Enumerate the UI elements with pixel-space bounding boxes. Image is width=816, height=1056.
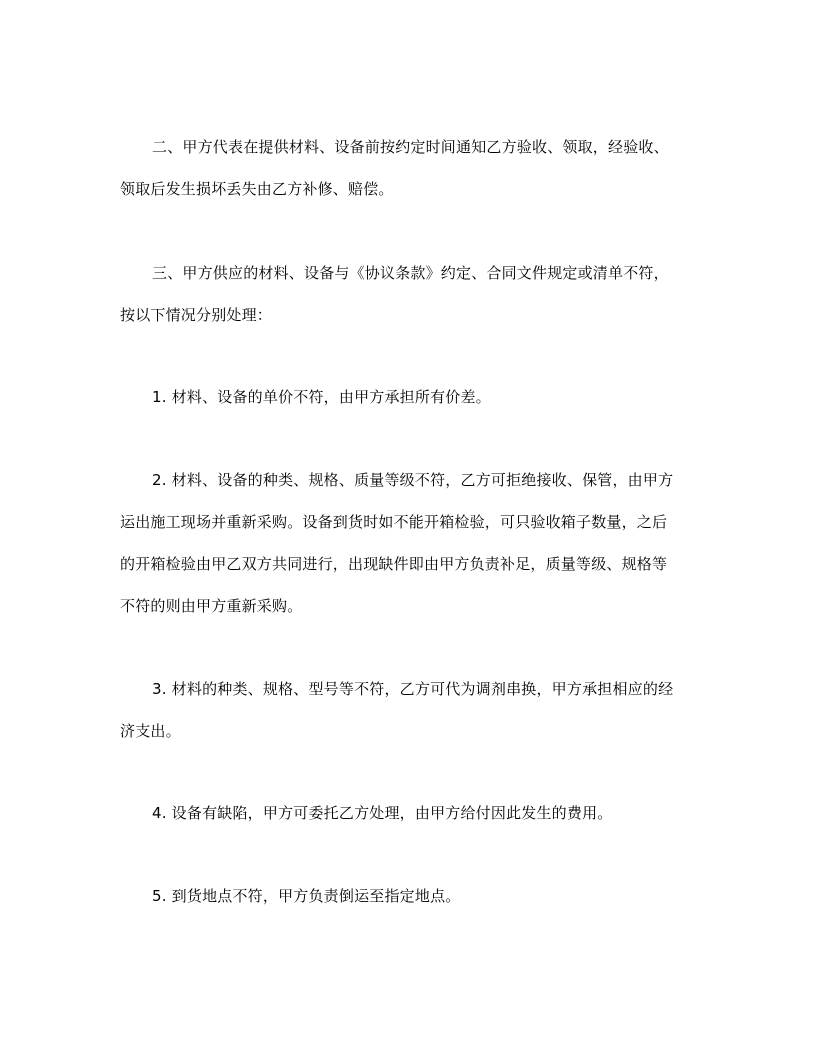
item-1-line-1: 1. 材料、设备的单价不符，由甲方承担所有价差。 xyxy=(152,388,491,406)
item-2-line-3: 的开箱检验由甲乙双方共同进行，出现缺件即由甲方负责补足，质量等级、规格等 xyxy=(120,555,668,573)
paragraph-1-line-1: 二、甲方代表在提供材料、设备前按约定时间通知乙方验收、领取，经验收、 xyxy=(152,138,669,156)
item-3-line-2: 济支出。 xyxy=(120,722,181,740)
paragraph-1-line-2: 领取后发生损坏丢失由乙方补修、赔偿。 xyxy=(120,180,394,198)
item-2-line-2: 运出施工现场并重新采购。设备到货时如不能开箱检验，可只验收箱子数量，之后 xyxy=(120,513,668,531)
item-2-line-4: 不符的则由甲方重新采购。 xyxy=(120,597,303,615)
item-2-line-1: 2. 材料、设备的种类、规格、质量等级不符，乙方可拒绝接收、保管，由甲方 xyxy=(152,471,674,489)
paragraph-2-line-1: 三、甲方供应的材料、设备与《协议条款》约定、合同文件规定或清单不符， xyxy=(152,264,669,282)
item-5-line-1: 5. 到货地点不符，甲方负责倒运至指定地点。 xyxy=(152,887,461,905)
paragraph-2-line-2: 按以下情况分别处理： xyxy=(120,306,273,324)
item-3-line-1: 3. 材料的种类、规格、型号等不符，乙方可代为调剂串换，甲方承担相应的经 xyxy=(152,680,674,698)
item-4-line-1: 4. 设备有缺陷，甲方可委托乙方处理，由甲方给付因此发生的费用。 xyxy=(152,804,613,822)
